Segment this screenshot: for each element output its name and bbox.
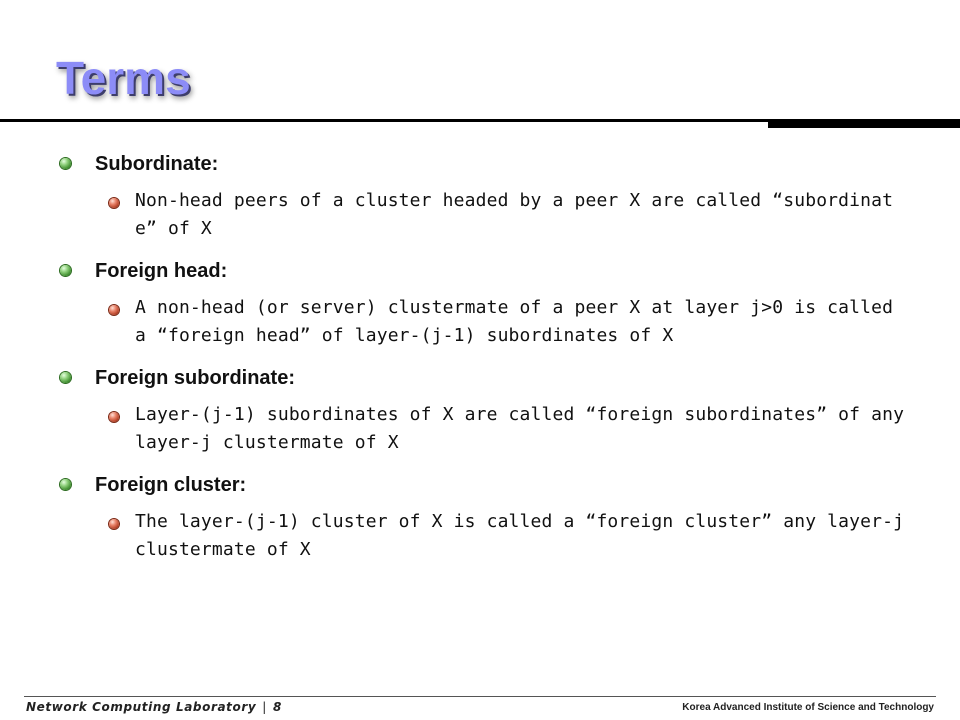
footer-separator: | [262, 700, 267, 714]
term-label: Foreign head: [95, 260, 228, 282]
footer-institute: Korea Advanced Institute of Science and Technology [682, 702, 934, 713]
footer-lab-name: Network Computing Laboratory [26, 700, 257, 714]
red-bullet-icon [109, 412, 119, 422]
footer-divider [24, 696, 936, 697]
definition-text: The layer-(j-1) cluster of X is called a “foreign cluster” any layer-j clustermate of X [135, 511, 905, 560]
red-bullet-icon [109, 198, 119, 208]
definition-text: Layer-(j-1) subordinates of X are called “foreign subordinates” of any layer-j clustermate of X [135, 404, 905, 453]
green-bullet-icon [60, 372, 71, 383]
definition-text: A non-head (or server) clustermate of a peer X at layer j>0 is called a “foreign head” of layer-(j-1) subordinates of X [135, 297, 894, 346]
definition-text: Non-head peers of a cluster headed by a peer X are called “subordinate” of X [135, 190, 894, 239]
title-divider-accent [768, 119, 960, 128]
slide-title: Terms [56, 52, 191, 104]
term-label: Foreign cluster: [95, 474, 247, 496]
green-bullet-icon [60, 265, 71, 276]
red-bullet-icon [109, 305, 119, 315]
green-bullet-icon [60, 158, 71, 169]
page-number: 8 [272, 700, 282, 714]
footer-lab [26, 700, 282, 714]
term-label: Subordinate: [95, 153, 219, 175]
green-bullet-icon [60, 479, 71, 490]
term-label: Foreign subordinate: [95, 367, 295, 389]
red-bullet-icon [109, 519, 119, 529]
